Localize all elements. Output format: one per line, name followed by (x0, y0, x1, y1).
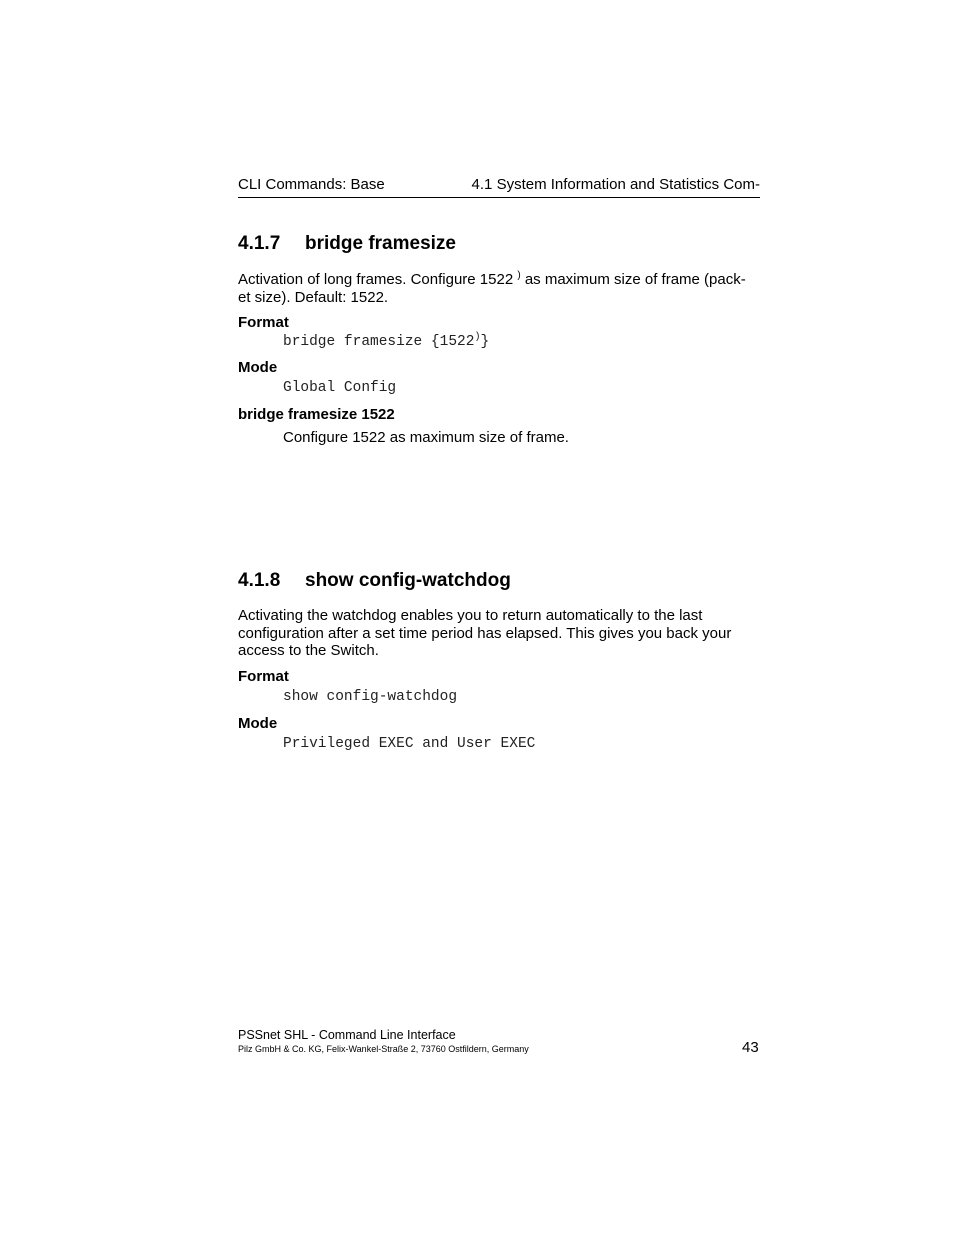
mode-label: Mode (238, 359, 278, 376)
footer-address: Pilz GmbH & Co. KG, Felix-Wankel-Straße 2, 73760 Ostfildern, Germany (238, 1044, 529, 1054)
code-text-end: } (480, 334, 490, 350)
footnote-marker: ) (517, 270, 521, 281)
section-heading-show-config-watchdog (238, 570, 511, 592)
format-code: show config-watchdog (283, 689, 458, 705)
section-number: 4.1.7 (238, 233, 281, 254)
footnote-marker: ) (474, 332, 481, 343)
option-description: Configure 1522 as maximum size of frame. (283, 429, 569, 446)
header-section: 4.1 System Information and Statistics Com- (471, 176, 760, 193)
section-heading-bridge-framesize (238, 233, 456, 255)
section-title: show config-watchdog (305, 570, 511, 591)
header-chapter: CLI Commands: Base (238, 176, 385, 193)
section-intro (238, 271, 768, 306)
option-label: bridge framesize 1522 (238, 406, 395, 423)
mode-value: Global Config (283, 380, 397, 396)
code-text: bridge framesize {1522 (283, 334, 475, 350)
format-code (283, 334, 489, 350)
section-intro: Activating the watchdog enables you to return automatically to the last configuration after a set time period has elapsed. This gives you back your access to the Switch. (238, 607, 732, 659)
section-number: 4.1.8 (238, 570, 281, 591)
footer-title: PSSnet SHL - Command Line Interface (238, 1028, 456, 1042)
section-title: bridge framesize (305, 233, 456, 254)
intro-text-line2: et size). Default: 1522. (238, 288, 389, 306)
format-label: Format (238, 314, 289, 331)
format-label: Format (238, 668, 289, 685)
intro-text: Activation of long frames. Configure 1522 (238, 271, 514, 288)
intro-text-cont: as maximum size of frame (pack- (520, 271, 746, 288)
mode-value: Privileged EXEC and User EXEC (283, 736, 536, 752)
page-number: 43 (742, 1039, 759, 1056)
running-header (238, 175, 760, 198)
mode-label: Mode (238, 715, 278, 732)
